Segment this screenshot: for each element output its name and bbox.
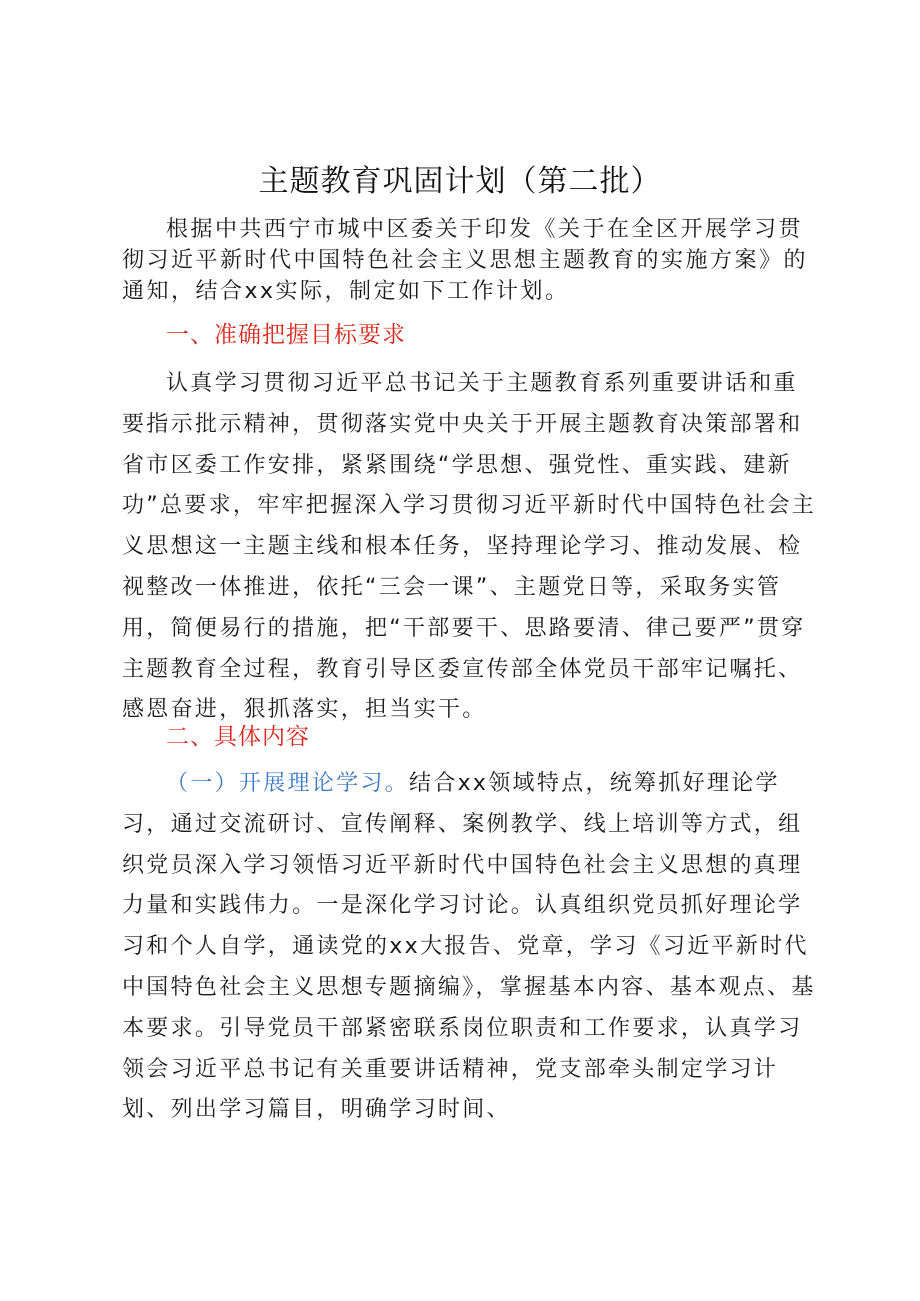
section-1-body (122, 364, 822, 731)
section-1-paragraph: 认真学习贯彻习近平总书记关于主题教育系列重要讲话和重要指示批示精神，贯彻落实党中央关于开展主题教育决策部署和省市区委工作安排，紧紧围绕“学思想、强党性、重实践、建新功”总要求，牢牢把握深入学习贯彻习近平新时代中国特色社会主义思想这一主题主线和根本任务，坚持理论学习、推动发展、检视整改一体推进，依托“三会一课”、主题党日等，采取务实管用，简便易行的措施，把“干部要干、思路要清、律己要严”贯穿主题教育全过程，教育引导区委宣传部全体党员干部牢记嘱托、感恩奋进，狠抓落实，担当实干。 (122, 371, 817, 723)
intro-paragraph (122, 214, 822, 307)
section-2-body (122, 764, 822, 1131)
section-2-text: 结合xx领域特点，统筹抓好理论学习，通过交流研讨、宣传阐释、案例教学、线上培训等方式，组织党员深入学习领悟习近平新时代中国特色社会主义思想的真理力量和实践伟力。一是深化学习讨论。认真组织党员抓好理论学习和个人自学，通读党的xx大报告、党章，学习《习近平新时代中国特色社会主义思想专题摘编》，掌握基本内容、基本观点、基本要求。引导党员干部紧密联系岗位职责和工作要求，认真学习领会习近平总书记有关重要讲话精神，党支部牵头制定学习计划、列出学习篇目，明确学习时间、 (122, 771, 816, 1123)
intro-text: 根据中共西宁市城中区委关于印发《关于在全区开展学习贯彻习近平新时代中国特色社会主义思想主题教育的实施方案》的通知，结合xx实际，制定如下工作计划。 (122, 217, 809, 304)
section-2-paragraph (122, 764, 822, 1131)
document-title: 主题教育巩固计划（第二批） (258, 164, 662, 199)
section-2-subheading: （一）开展理论学习。 (166, 771, 410, 796)
section-heading-2: 二、具体内容 (166, 724, 310, 750)
section-heading-1: 一、准确把握目标要求 (166, 322, 406, 348)
